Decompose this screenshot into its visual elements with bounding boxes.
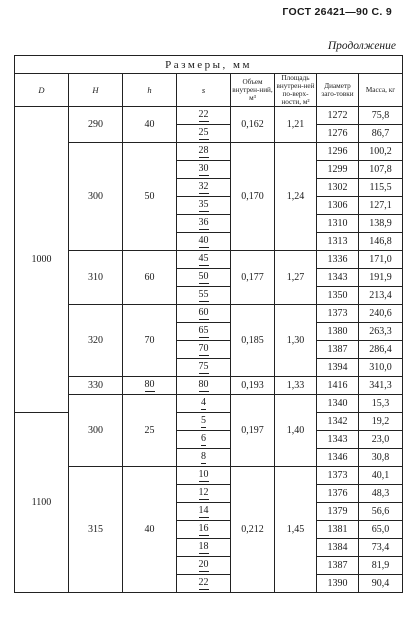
cell-H (69, 305, 123, 377)
cell-area-value: 1,30 (286, 334, 305, 346)
cell-s (177, 503, 231, 521)
cell-diameter: 1302 (317, 179, 359, 197)
cell-H-value: 310 (88, 271, 103, 283)
cell-area (275, 251, 317, 305)
cell-area-value: 1,40 (286, 424, 305, 436)
cell-diameter: 1346 (317, 449, 359, 467)
cell-diameter: 1373 (317, 305, 359, 323)
cell-volume-value: 0,170 (241, 190, 264, 202)
cell-h (123, 251, 177, 305)
table-row (15, 305, 403, 323)
cell-h (123, 107, 177, 143)
cell-mass: 240,6 (359, 305, 403, 323)
cell-mass: 341,3 (359, 377, 403, 395)
dimensions-table (14, 55, 403, 593)
cell-mass: 73,4 (359, 539, 403, 557)
cell-volume (231, 467, 275, 593)
table-row (15, 395, 403, 413)
table-row (15, 467, 403, 485)
cell-s (177, 467, 231, 485)
cell-volume-value: 0,212 (241, 523, 264, 535)
cell-s (177, 305, 231, 323)
cell-diameter: 1380 (317, 323, 359, 341)
cell-area (275, 467, 317, 593)
cell-H-value: 315 (88, 523, 103, 535)
cell-diameter: 1387 (317, 557, 359, 575)
cell-s (177, 521, 231, 539)
cell-diameter: 1387 (317, 341, 359, 359)
cell-s (177, 251, 231, 269)
cell-mass: 171,0 (359, 251, 403, 269)
cell-mass: 146,8 (359, 233, 403, 251)
cell-diameter: 1276 (317, 125, 359, 143)
cell-mass: 263,3 (359, 323, 403, 341)
continuation-label: Продолжение (327, 40, 396, 52)
cell-volume-value: 0,177 (241, 271, 264, 283)
cell-area (275, 395, 317, 467)
table-body (15, 107, 403, 593)
cell-s-value: 5 (201, 415, 206, 426)
cell-s (177, 395, 231, 413)
cell-H-value: 290 (88, 118, 103, 130)
cell-mass: 100,2 (359, 143, 403, 161)
cell-s-value: 30 (198, 163, 209, 174)
cell-s-value: 10 (198, 469, 209, 480)
header-s: s (177, 74, 231, 107)
cell-diameter: 1381 (317, 521, 359, 539)
cell-diameter: 1299 (317, 161, 359, 179)
cell-volume-value: 0,185 (241, 334, 264, 346)
cell-volume (231, 143, 275, 251)
cell-mass: 81,9 (359, 557, 403, 575)
cell-h-value: 40 (144, 118, 155, 130)
cell-diameter: 1310 (317, 215, 359, 233)
cell-mass: 48,3 (359, 485, 403, 503)
cell-s-value: 55 (198, 289, 209, 300)
cell-s (177, 269, 231, 287)
cell-H-value: 330 (88, 379, 103, 391)
cell-s (177, 287, 231, 305)
table-row (15, 107, 403, 125)
cell-area-value: 1,33 (286, 379, 305, 391)
cell-H (69, 107, 123, 143)
cell-diameter: 1384 (317, 539, 359, 557)
cell-s (177, 179, 231, 197)
cell-s (177, 431, 231, 449)
cell-h (123, 467, 177, 593)
cell-h (123, 377, 177, 395)
cell-s (177, 233, 231, 251)
table-row (15, 377, 403, 395)
cell-area-value: 1,45 (286, 523, 305, 535)
table-caption: Размеры, мм (15, 56, 403, 74)
cell-mass: 75,8 (359, 107, 403, 125)
cell-volume (231, 251, 275, 305)
cell-s-value: 6 (201, 433, 206, 444)
cell-H (69, 395, 123, 467)
cell-D: 1000 (15, 107, 69, 413)
cell-s (177, 575, 231, 593)
cell-s (177, 539, 231, 557)
cell-diameter: 1336 (317, 251, 359, 269)
cell-diameter: 1350 (317, 287, 359, 305)
cell-s (177, 377, 231, 395)
cell-s-value: 8 (201, 451, 206, 462)
cell-mass: 30,8 (359, 449, 403, 467)
cell-area-value: 1,24 (286, 190, 305, 202)
cell-s-value: 4 (201, 397, 206, 408)
cell-H (69, 143, 123, 251)
header-mass: Масса, кг (359, 74, 403, 107)
cell-s-value: 80 (198, 379, 209, 390)
cell-h (123, 305, 177, 377)
cell-s-value: 40 (198, 235, 209, 246)
cell-mass: 90,4 (359, 575, 403, 593)
cell-s-value: 18 (198, 541, 209, 552)
cell-diameter: 1343 (317, 269, 359, 287)
cell-s-value: 36 (198, 217, 209, 228)
cell-s (177, 161, 231, 179)
cell-h-value: 60 (144, 271, 155, 283)
cell-s-value: 50 (198, 271, 209, 282)
header-H: H (69, 74, 123, 107)
table-row (15, 143, 403, 161)
cell-area-value: 1,21 (286, 118, 305, 130)
cell-s-value: 65 (198, 325, 209, 336)
cell-mass: 115,5 (359, 179, 403, 197)
header-area: Площадь внутрен-ней по-верх-ности, м² (275, 74, 317, 107)
page-header: ГОСТ 26421—90 С. 9 (282, 6, 392, 18)
header-volume: Объем внутрен-ний, м³ (231, 74, 275, 107)
cell-diameter: 1416 (317, 377, 359, 395)
cell-s-value: 35 (198, 199, 209, 210)
cell-s-value: 45 (198, 253, 209, 264)
cell-diameter: 1373 (317, 467, 359, 485)
cell-diameter: 1394 (317, 359, 359, 377)
cell-diameter: 1390 (317, 575, 359, 593)
cell-mass: 286,4 (359, 341, 403, 359)
cell-diameter: 1342 (317, 413, 359, 431)
cell-s-value: 16 (198, 523, 209, 534)
cell-s (177, 107, 231, 125)
header-D: D (15, 74, 69, 107)
cell-volume-value: 0,197 (241, 424, 264, 436)
cell-volume-value: 0,162 (241, 118, 264, 130)
cell-area (275, 305, 317, 377)
cell-mass: 40,1 (359, 467, 403, 485)
cell-diameter: 1306 (317, 197, 359, 215)
cell-H-value: 300 (88, 190, 103, 202)
cell-volume (231, 107, 275, 143)
cell-mass: 19,2 (359, 413, 403, 431)
cell-mass: 56,6 (359, 503, 403, 521)
cell-h (123, 143, 177, 251)
cell-mass: 23,0 (359, 431, 403, 449)
cell-s (177, 215, 231, 233)
cell-h-value: 50 (144, 190, 155, 202)
cell-s (177, 359, 231, 377)
cell-s-value: 22 (198, 577, 209, 588)
cell-s (177, 557, 231, 575)
cell-H-value: 300 (88, 424, 103, 436)
cell-diameter: 1313 (317, 233, 359, 251)
cell-s (177, 143, 231, 161)
cell-h (123, 395, 177, 467)
cell-s (177, 485, 231, 503)
cell-s (177, 323, 231, 341)
cell-s-value: 12 (198, 487, 209, 498)
cell-diameter: 1296 (317, 143, 359, 161)
cell-s-value: 70 (198, 343, 209, 354)
cell-volume (231, 395, 275, 467)
cell-h-value: 70 (144, 334, 155, 346)
cell-mass: 138,9 (359, 215, 403, 233)
cell-mass: 310,0 (359, 359, 403, 377)
cell-s (177, 341, 231, 359)
cell-H (69, 467, 123, 593)
cell-area-value: 1,27 (286, 271, 305, 283)
cell-diameter: 1340 (317, 395, 359, 413)
table-row (15, 251, 403, 269)
cell-s-value: 20 (198, 559, 209, 570)
cell-s-value: 32 (198, 181, 209, 192)
cell-diameter: 1379 (317, 503, 359, 521)
cell-area (275, 107, 317, 143)
cell-volume (231, 377, 275, 395)
cell-h-value: 80 (144, 379, 155, 390)
cell-area (275, 377, 317, 395)
cell-area (275, 143, 317, 251)
cell-mass: 213,4 (359, 287, 403, 305)
cell-mass: 107,8 (359, 161, 403, 179)
cell-volume-value: 0,193 (241, 379, 264, 391)
cell-mass: 15,3 (359, 395, 403, 413)
cell-s (177, 449, 231, 467)
cell-mass: 127,1 (359, 197, 403, 215)
cell-D: 1100 (15, 413, 69, 593)
cell-diameter: 1272 (317, 107, 359, 125)
cell-s (177, 413, 231, 431)
cell-s-value: 14 (198, 505, 209, 516)
cell-s (177, 125, 231, 143)
cell-mass: 191,9 (359, 269, 403, 287)
cell-s-value: 75 (198, 361, 209, 372)
cell-s-value: 22 (198, 109, 209, 120)
cell-H (69, 251, 123, 305)
cell-s (177, 197, 231, 215)
cell-diameter: 1376 (317, 485, 359, 503)
cell-mass: 65,0 (359, 521, 403, 539)
cell-s-value: 28 (198, 145, 209, 156)
cell-H (69, 377, 123, 395)
cell-mass: 86,7 (359, 125, 403, 143)
cell-h-value: 25 (144, 424, 155, 436)
cell-diameter: 1343 (317, 431, 359, 449)
cell-volume (231, 305, 275, 377)
header-diameter: Диаметр заго-товки (317, 74, 359, 107)
cell-h-value: 40 (144, 523, 155, 535)
header-h: h (123, 74, 177, 107)
cell-s-value: 60 (198, 307, 209, 318)
cell-H-value: 320 (88, 334, 103, 346)
cell-s-value: 25 (198, 127, 209, 138)
